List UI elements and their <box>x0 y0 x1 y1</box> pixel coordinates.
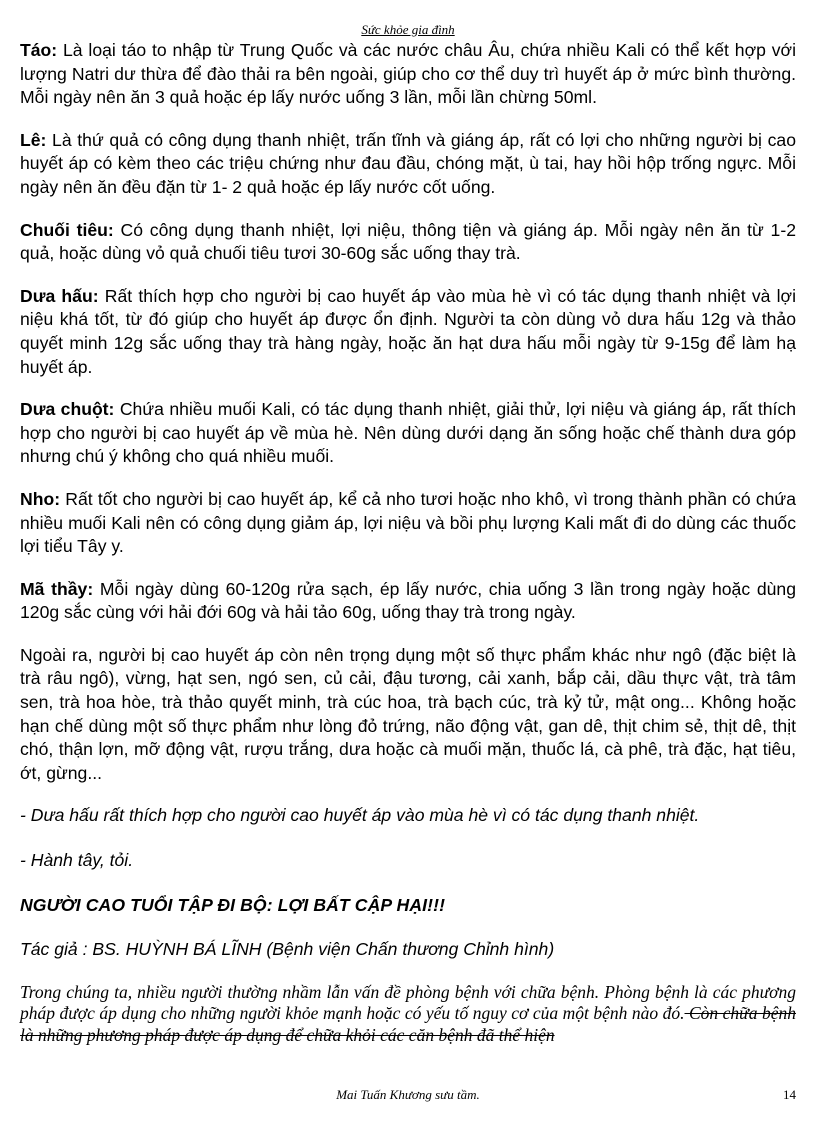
article-author: Tác giả : BS. HUỲNH BÁ LĨNH (Bệnh viện Chấn thương Chỉnh hình) <box>20 939 555 960</box>
page-number: 14 <box>783 1087 796 1102</box>
note-onion-garlic: - Hành tây, tỏi. <box>20 850 134 871</box>
fruit-paragraph-dua-chuot <box>20 398 796 469</box>
page-body <box>20 39 796 1046</box>
fruit-term: Mã thầy: <box>20 578 94 599</box>
fruit-paragraph-dua-hau <box>20 285 796 379</box>
fruit-description: Là loại táo to nhập từ Trung Quốc và các nước châu Âu, chứa nhiều Kali có thể kết hợp với lượng Natri dư thừa để đào thải ra bên ngoài, giúp cho cơ thể duy trì huyết áp ở mức bình thường. Mỗi ngày nên ăn 3 quả hoặc ép lấy nước uống 3 lần, mỗi lần chừng 50ml. <box>20 40 796 108</box>
running-header: Sức khỏe gia đình <box>361 22 455 37</box>
fruit-paragraph-tao <box>20 39 796 110</box>
article-title: NGƯỜI CAO TUỔI TẬP ĐI BỘ: LỢI BẤT CẬP HẠI!!! <box>20 894 446 915</box>
footer-credit: Mai Tuấn Khương sưu tầm. <box>336 1087 480 1102</box>
intro-text: Trong chúng ta, nhiều người thường nhầm lẫn vấn đề phòng bệnh với chữa bệnh. Phòng bệnh là các phương pháp được áp dụng cho những người khỏe mạnh hoặc có yếu tố nguy cơ của một bệnh nào đó. <box>20 981 796 1024</box>
note-watermelon: - Dưa hấu rất thích hợp cho người cao huyết áp vào mùa hè vì có tác dụng thanh nhiệt. <box>20 805 700 826</box>
fruit-description: Là thứ quả có công dụng thanh nhiệt, trấn tĩnh và giáng áp, rất có lợi cho những người bị cao huyết áp có kèm theo các triệu chứng như đau đầu, chóng mặt, ù tai, hay hồi hộp trống ngực. Mỗi ngày nên ăn đều đặn từ 1- 2 quả hoặc ép lấy nước cốt uống. <box>20 129 796 197</box>
fruit-term: Chuối tiêu: <box>20 219 114 240</box>
fruit-description: Mỗi ngày dùng 60-120g rửa sạch, ép lấy nước, chia uống 3 lần trong ngày hoặc dùng 120g sắc cùng với hải đới 60g và hải tảo 60g, uống thay trà trong ngày. <box>20 578 796 623</box>
fruit-description: Rất thích hợp cho người bị cao huyết áp vào mùa hè vì có tác dụng thanh nhiệt và lợi niệu khá tốt, từ đó giúp cho huyết áp được ổn định. Người ta còn dùng vỏ dưa hấu 12g và thảo quyết minh 12g sắc uống thay trà hàng ngày, hoặc ăn hạt dưa hấu mỗi ngày từ 9-15g để làm hạ huyết áp. <box>20 285 796 377</box>
fruit-description: Chứa nhiều muối Kali, có tác dụng thanh nhiệt, giải thử, lợi niệu và giáng áp, rất thích hợp cho người bị cao huyết áp về mùa hè. Nên dùng dưới dạng ăn sống hoặc chế thành dưa góp nhưng chú ý không cho quá nhiều muối. <box>20 399 796 467</box>
fruit-paragraph-ma-thay <box>20 578 796 625</box>
fruit-term: Lê: <box>20 129 47 150</box>
fruit-term: Nho: <box>20 488 61 509</box>
other-foods-paragraph: Ngoài ra, người bị cao huyết áp còn nên trọng dụng một số thực phẩm khác như ngô (đặc biệt là trà râu ngô), vừng, hạt sen, ngó sen, củ cải, đậu tương, cải xanh, bắp cải, dầu thực vật, trà tâm sen, trà hoa hòe, trà thảo quyết minh, trà cúc hoa, trà bạch cúc, trà kỷ tử, mật ong... Không hoặc hạn chế dùng một số thực phẩm như lòng đỏ trứng, não động vật, gan dê, thịt chim sẻ, thịt dê, thịt chó, thận lợn, mỡ động vật, rượu trắng, dưa hoặc cà muối mặn, thuốc lá, cà phê, trà đặc, hạt tiêu, ớt, gừng... <box>20 644 796 783</box>
article-intro <box>20 982 796 1047</box>
fruit-paragraph-chuoi-tieu <box>20 219 796 266</box>
fruit-term: Táo: <box>20 40 58 60</box>
fruit-description: Rất tốt cho người bị cao huyết áp, kể cả nho tươi hoặc nho khô, vì trong thành phần có chứa nhiều muối Kali nên có công dụng giảm áp, lợi niệu và bồi phụ lượng Kali mất đi do dùng các thuốc lợi tiểu Tây y. <box>20 488 796 557</box>
fruit-description: Có công dụng thanh nhiệt, lợi niệu, thông tiện và giáng áp. Mỗi ngày nên ăn từ 1-2 quả, hoặc dùng vỏ quả chuối tiêu tươi 30-60g sắc uống thay trà. <box>20 219 796 264</box>
intro-struck-text: Còn chữa bệnh là những phương pháp được áp dụng để chữa khỏi các căn bệnh đã thể hiện <box>20 1003 796 1045</box>
fruit-paragraph-le <box>20 129 796 200</box>
fruit-term: Dưa hấu: <box>20 285 99 306</box>
fruit-term: Dưa chuột: <box>20 399 115 420</box>
fruit-paragraph-nho <box>20 488 796 559</box>
